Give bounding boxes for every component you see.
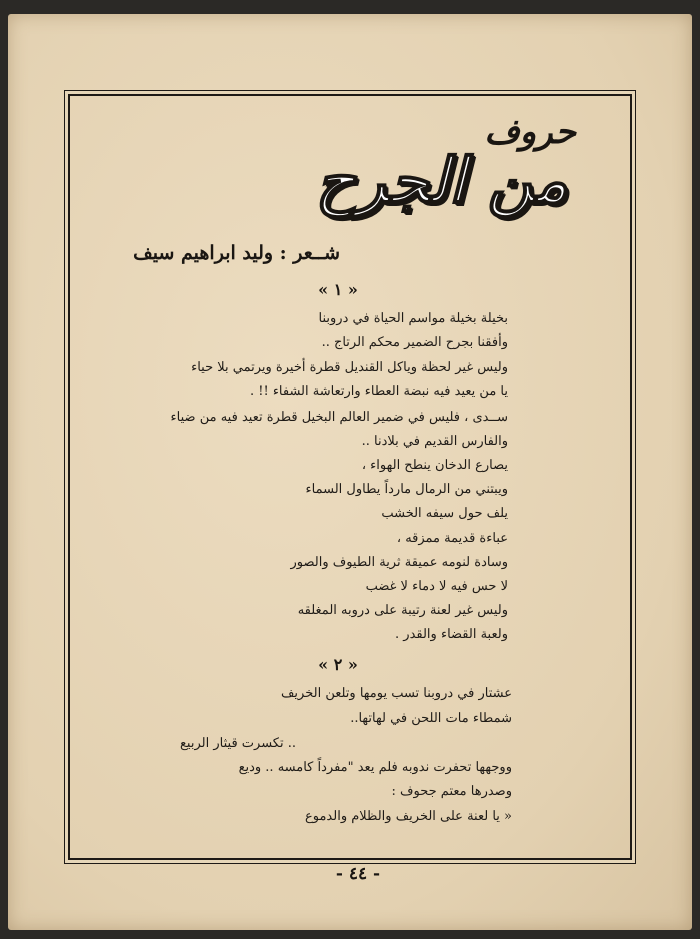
poem-line: وليس غير لعنة رتيبة على دروبه المغلقه [297, 603, 508, 618]
poem-line: يلف حول سيفه الخشب [381, 506, 508, 521]
poem-line: عشتار في دروبنا تسب يومها وتلعن الخريف [280, 686, 512, 701]
section-number-1: « ١ » [318, 280, 358, 299]
poem-line: ويبتني من الرمال مارداً يطاول السماء [305, 482, 508, 497]
poem-line: وصدرها معتم جحوف : [391, 784, 512, 799]
poem-line: .. تكسرت قيثار الربيع [180, 736, 296, 751]
title-small: حروف [484, 112, 576, 152]
poem-line: يصارع الدخان ينطح الهواء ، [361, 458, 508, 473]
poem-line: وليس غير لحظة وياكل القنديل قطرة أخيرة ويرتمي بلا حياء [191, 360, 508, 375]
poet-byline: شــعر : وليد ابراهيم سيف [133, 242, 340, 264]
poem-line: بخيلة بخيلة مواسم الحياة في دروبنا [318, 311, 508, 326]
poem-line: يا من يعيد فيه نبضة العطاء وارتعاشة الشفاء !! . [249, 384, 508, 399]
section-number-2: « ٢ » [318, 655, 358, 674]
poem-line: وسادة لنومه عميقة ثرية الطيوف والصور [290, 555, 508, 570]
poem-line: ولعبة القضاء والقدر . [395, 627, 508, 642]
poem-line: ســدى ، فليس في ضمير العالم البخيل قطرة تعيد فيه من ضياء [170, 410, 508, 425]
poem-line: عباءة قديمة ممزقه ، [396, 531, 508, 546]
poem-line: لا حس فيه لا دماء لا غضب [365, 579, 508, 594]
document-page [8, 14, 692, 930]
poem-line: وأفقنا بجرح الضمير محكم الرتاج .. [321, 335, 508, 350]
page-number: - ٤٤ - [335, 864, 381, 884]
poem-line: شمطاء مات اللحن في لهاتها.. [350, 711, 512, 726]
poem-line: « يا لعنة على الخريف والظلام والدموع [305, 809, 512, 824]
poem-line: والفارس القديم في بلادنا .. [361, 434, 508, 449]
poem-line: ووجهها تحفرت ندوبه فلم يعد "مفرداً كامسه .. وديع [238, 760, 512, 775]
poem-title: من الجرح [315, 144, 568, 217]
